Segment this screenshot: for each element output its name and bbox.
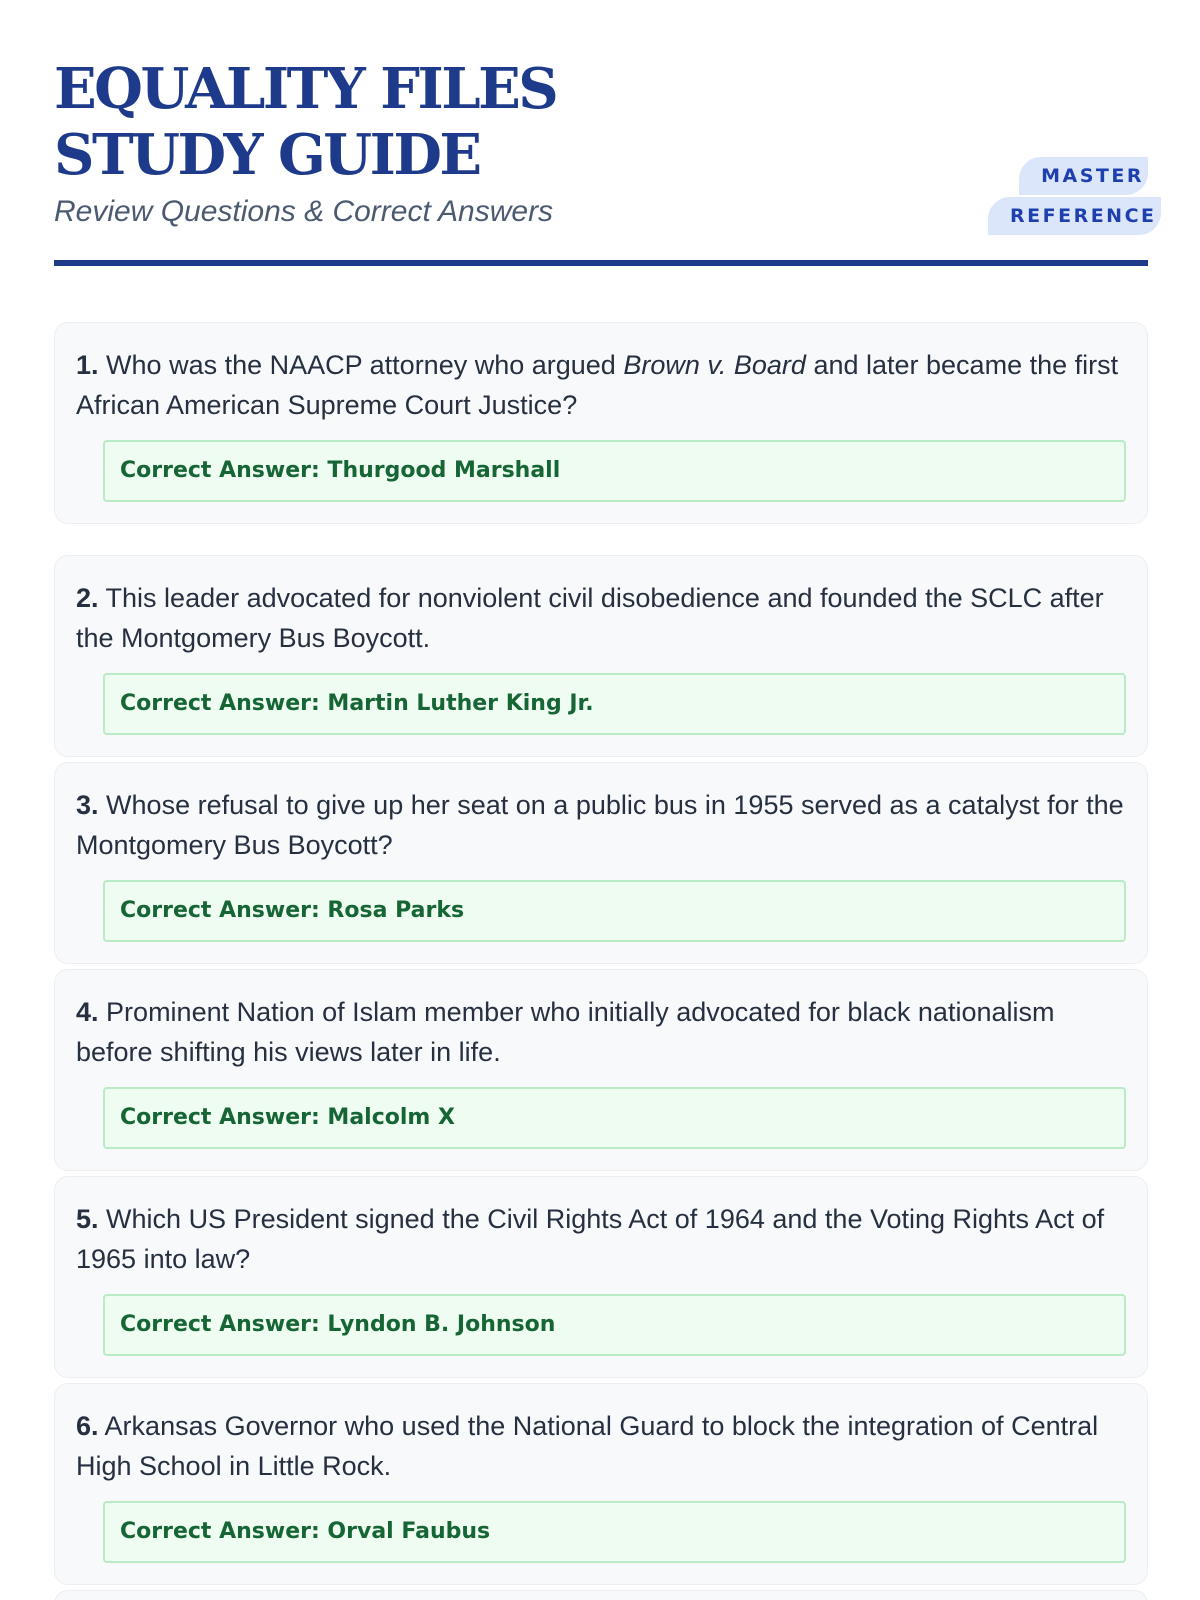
question-number: 1. [76,350,99,380]
badge-label: MASTER REFERENCE [988,157,1161,235]
question-card [54,969,1148,1171]
question-body: Which US President signed the Civil Rights Act of 1964 and the Voting Rights Act of 1965 into law? [76,1204,1105,1274]
question-body: Prominent Nation of Islam member who initially advocated for black nationalism before shifting his views later in life. [76,997,1055,1067]
question-card [54,322,1148,524]
question-number: 4. [76,997,99,1027]
page-header [54,56,1157,256]
question-text [76,785,1126,865]
header-divider [54,260,1148,266]
question-number: 2. [76,583,99,613]
question-text [76,345,1126,425]
question-card [54,1176,1148,1378]
case-name: Brown v. Board [623,350,806,380]
question-text [76,992,1126,1072]
master-reference-badge [988,156,1157,236]
correct-answer: Correct Answer: Rosa Parks [103,880,1126,942]
question-body: Whose refusal to give up her seat on a public bus in 1955 served as a catalyst for the Montgomery Bus Boycott? [76,790,1124,860]
question-number: 5. [76,1204,99,1234]
question-body: Arkansas Governor who used the National Guard to block the integration of Central High School in Little Rock. [76,1411,1099,1481]
question-number: 3. [76,790,99,820]
question-text [76,578,1126,658]
question-text [76,1199,1126,1279]
question-text-part: and later became the first African American Supreme Court Justice? [76,350,1119,420]
question-text [76,1406,1126,1486]
page-subtitle: Review Questions & Correct Answers [54,195,554,228]
correct-answer: Correct Answer: Orval Faubus [103,1501,1126,1563]
question-text-part: Who was the NAACP attorney who argued [106,350,616,380]
question-body: This leader advocated for nonviolent civil disobedience and founded the SCLC after the Montgomery Bus Boycott. [76,583,1104,653]
question-card [54,762,1148,964]
correct-answer: Correct Answer: Malcolm X [103,1087,1126,1149]
correct-answer: Correct Answer: Thurgood Marshall [103,440,1126,502]
correct-answer: Correct Answer: Lyndon B. Johnson [103,1294,1126,1356]
question-number: 6. [76,1411,99,1441]
question-card [54,555,1148,757]
question-card [54,1383,1148,1585]
question-card-partial [54,1590,1148,1600]
correct-answer: Correct Answer: Martin Luther King Jr. [103,673,1126,735]
page-title: EQUALITY FILES STUDY GUIDE [54,56,557,188]
